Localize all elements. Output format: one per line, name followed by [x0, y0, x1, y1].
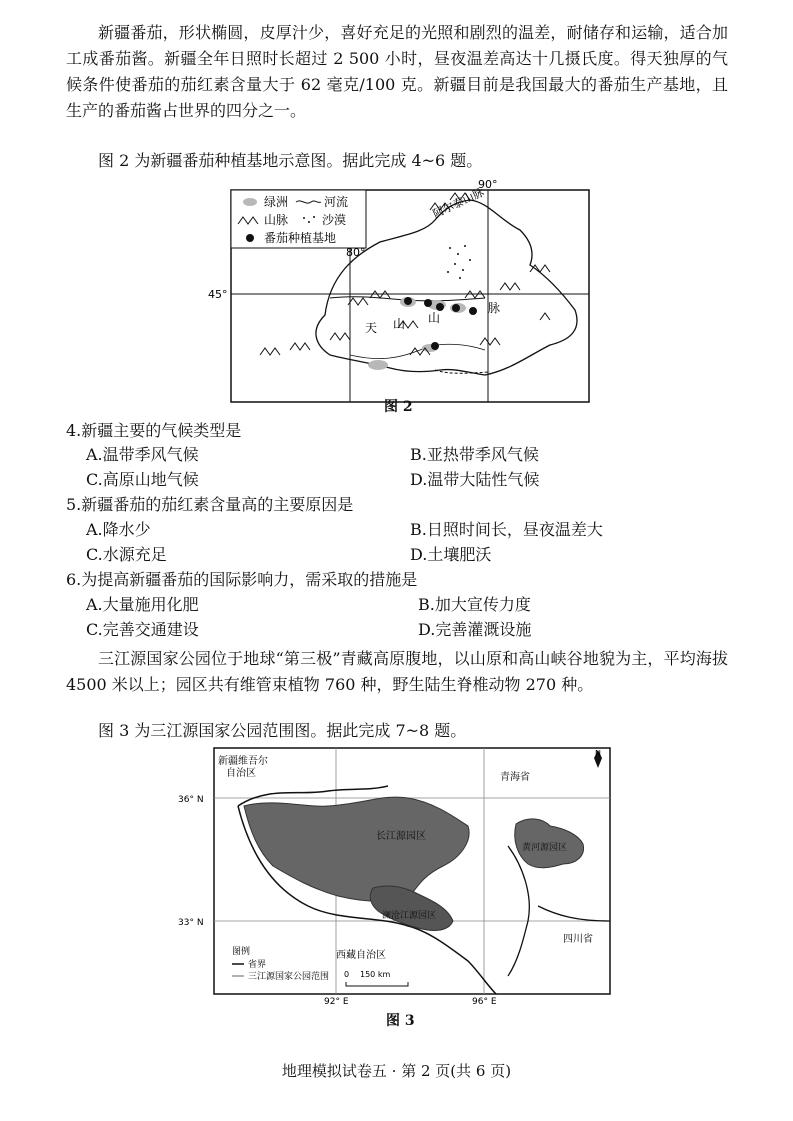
legend-title: 图例: [232, 947, 251, 957]
figure2-intro: 图 2 为新疆番茄种植基地示意图。据此完成 4~6 题。: [98, 151, 483, 170]
figure2-caption: 图 2: [384, 399, 413, 415]
north-label: N: [595, 749, 601, 758]
label-yangtze-park: 长江源园区: [376, 831, 426, 842]
question-5-option-d[interactable]: D.土壤肥沃: [410, 545, 492, 564]
question-5-option-c[interactable]: C.水源充足: [86, 545, 167, 564]
question-6-option-a[interactable]: A.大量施用化肥: [86, 595, 199, 614]
legend-border: 省界: [248, 960, 267, 970]
question-4-option-d[interactable]: D.温带大陆性气候: [410, 470, 540, 489]
scale-km: 150 km: [360, 970, 391, 979]
altai-label: 阿尔泰山脉: [430, 185, 487, 221]
question-4-option-b[interactable]: B.亚热带季风气候: [410, 445, 539, 464]
label-sichuan: 四川省: [563, 934, 593, 945]
label-xinjiang-1: 新疆维吾尔: [218, 756, 268, 767]
question-5-option-b[interactable]: B.日照时间长，昼夜温差大: [410, 520, 603, 539]
lat-33-label: 33° N: [178, 918, 204, 928]
figure2-map: [208, 178, 590, 405]
label-xinjiang-2: 自治区: [226, 768, 256, 779]
legend-desert: 沙漠: [322, 213, 347, 227]
figure3-caption: 图 3: [386, 1013, 415, 1029]
label-yellow-park: 黄河源园区: [522, 843, 568, 853]
figure3-map: [178, 746, 618, 1006]
question-4-option-c[interactable]: C.高原山地气候: [86, 470, 199, 489]
legend-base: 番茄种植基地: [264, 231, 337, 245]
question-6-option-d[interactable]: D.完善灌溉设施: [418, 620, 532, 639]
lat-45-label: 45°: [208, 288, 228, 301]
label-lancang-park: 澜沧江源园区: [382, 911, 437, 921]
lon-80-label: 80°: [346, 246, 366, 259]
question-4-stem: 4.新疆主要的气候类型是: [66, 421, 242, 440]
legend-park: 三江源国家公园范围: [248, 972, 330, 982]
lon-96-label: 96° E: [472, 997, 497, 1007]
lon-90-label: 90°: [478, 178, 498, 191]
legend-oasis: 绿洲: [264, 195, 289, 209]
page-footer: 地理模拟试卷五 · 第 2 页(共 6 页): [281, 1062, 512, 1080]
passage-tomato: 新疆番茄，形状椭圆，皮厚汁少，喜好充足的光照和剧烈的温差，耐储存和运输，适合加工成番茄酱。新疆全年日照时长超过 2 500 小时，昼夜温差高达十几摄氏度。得天独厚的气候条件使番茄的茄红素含量大于 62 毫克/100 克。新疆目前是我国最大的番茄生产基地，且生产的番茄酱占世界的四分之一。: [66, 23, 728, 120]
tianshan-char-1: 天: [365, 321, 378, 335]
tianshan-char-4: 脉: [488, 301, 501, 315]
figure3-intro: 图 3 为三江源国家公园范围图。据此完成 7~8 题。: [98, 721, 467, 740]
label-tibet: 西藏自治区: [336, 950, 386, 961]
legend-river: 河流: [324, 195, 349, 209]
question-4-option-a[interactable]: A.温带季风气候: [86, 445, 199, 464]
question-5-option-a[interactable]: A.降水少: [86, 520, 151, 539]
question-6-option-c[interactable]: C.完善交通建设: [86, 620, 199, 639]
lat-36-label: 36° N: [178, 795, 204, 805]
question-6-stem: 6.为提高新疆番茄的国际影响力，需采取的措施是: [66, 570, 418, 589]
tianshan-char-3: 山: [428, 311, 441, 325]
scale-zero: 0: [344, 970, 350, 979]
passage-sanjiangyuan: 三江源国家公园位于地球“第三极”青藏高原腹地，以山原和高山峡谷地貌为主，平均海拔 4500 米以上；园区共有维管束植物 760 种，野生陆生脊椎动物 270 种。: [66, 649, 728, 694]
legend-mountain: 山脉: [264, 213, 289, 227]
label-qinghai: 青海省: [500, 772, 530, 783]
lon-92-label: 92° E: [324, 997, 349, 1007]
tianshan-char-2: 山: [393, 317, 406, 331]
question-5-stem: 5.新疆番茄的茄红素含量高的主要原因是: [66, 495, 354, 514]
question-6-option-b[interactable]: B.加大宣传力度: [418, 595, 531, 614]
figure2-legend: [231, 190, 366, 248]
